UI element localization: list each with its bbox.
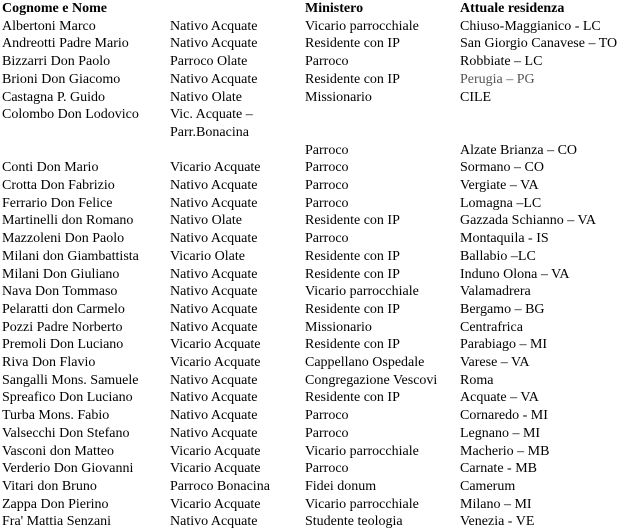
table-row [2, 443, 640, 461]
table-row [2, 283, 640, 301]
residence-cell: Alzate Brianza – CO [460, 142, 578, 158]
origin-cell: Nativo Acquate [170, 319, 258, 335]
name-cell: Conti Don Mario [2, 160, 99, 176]
name-cell: Ferrario Don Felice [2, 195, 113, 211]
ministry-cell: Parroco [305, 195, 349, 211]
ministry-cell: Vicario parrocchiale [305, 284, 419, 300]
origin-cell: Vicario Acquate [170, 337, 261, 353]
residence-cell: Bergamo – BG [460, 301, 545, 317]
ministry-cell: Residente con IP [305, 337, 400, 353]
ministry-cell: Studente teologia [305, 514, 403, 530]
table-row [2, 336, 640, 354]
name-cell: Spreafico Don Luciano [2, 390, 133, 406]
ministry-cell: Congregazione Vescovi [305, 372, 438, 388]
header-name: Cognome e Nome [2, 1, 107, 16]
table-row [2, 18, 640, 36]
residence-cell: Camerum [460, 478, 516, 494]
origin-cell: Nativo Olate [170, 213, 242, 229]
origin-cell: Parroco Bonacina [170, 478, 270, 494]
name-cell: Verderio Don Giovanni [2, 461, 134, 477]
table-row [2, 460, 640, 478]
ministry-cell: Parroco [305, 178, 349, 194]
residence-cell: Roma [460, 372, 494, 388]
ministry-cell: Vicario parrocchiale [305, 443, 419, 459]
table-row [2, 389, 640, 407]
ministry-cell: Residente con IP [305, 266, 400, 282]
residence-cell: San Giorgio Canavese – TO [460, 36, 618, 52]
name-cell: Bizzarri Don Paolo [2, 54, 111, 70]
residence-cell: Montaquila - IS [460, 231, 549, 247]
name-cell: Riva Don Flavio [2, 355, 96, 371]
origin-cell: Nativo Acquate [170, 178, 258, 194]
origin-cell: Vic. Acquate – Parr.Bonacina [170, 107, 253, 140]
table-row [2, 89, 640, 107]
ministry-cell: Residente con IP [305, 213, 400, 229]
origin-cell: Nativo Acquate [170, 18, 258, 34]
origin-cell: Nativo Acquate [170, 301, 258, 317]
table-row [2, 496, 640, 514]
name-cell: Colombo Don Lodovico [2, 107, 139, 123]
origin-cell: Nativo Acquate [170, 372, 258, 388]
table-row [2, 478, 640, 496]
name-cell: Andreotti Padre Mario [2, 36, 129, 52]
origin-cell: Nativo Acquate [170, 408, 258, 424]
residence-cell: Perugia – PG [460, 71, 535, 87]
origin-cell: Parroco Olate [170, 54, 248, 70]
residence-cell: Valamadrera [460, 284, 531, 300]
table-row [2, 212, 640, 230]
header-ministry: Ministero [305, 1, 364, 16]
name-cell: Brioni Don Giacomo [2, 71, 121, 87]
ministry-cell: Parroco [305, 160, 349, 176]
name-cell: Fra' Mattia Senzani [2, 514, 112, 530]
name-cell: Premoli Don Luciano [2, 337, 124, 353]
residence-cell: Centrafrica [460, 319, 523, 335]
name-cell: Pozzi Padre Norberto [2, 319, 123, 335]
name-cell: Valsecchi Don Stefano [2, 425, 130, 441]
name-cell: Crotta Don Fabrizio [2, 178, 115, 194]
table-row [2, 266, 640, 284]
residence-cell: Sormano – CO [460, 160, 544, 176]
table-row [2, 159, 640, 177]
origin-cell: Nativo Acquate [170, 284, 258, 300]
origin-cell: Vicario Acquate [170, 355, 261, 371]
ministry-cell: Residente con IP [305, 248, 400, 264]
name-cell: Vitari don Bruno [2, 478, 97, 494]
ministry-cell: Missionario [305, 319, 372, 335]
residence-cell: Legnano – MI [460, 425, 541, 441]
ministry-cell: Residente con IP [305, 71, 400, 87]
name-cell: Sangalli Mons. Samuele [2, 372, 139, 388]
table-row [2, 71, 640, 89]
residence-cell: Carnate - MB [460, 461, 537, 477]
table-row [2, 142, 640, 160]
table-row [2, 425, 640, 443]
residence-cell: Robbiate – LC [460, 54, 543, 70]
origin-cell: Vicario Olate [170, 248, 245, 264]
origin-cell: Vicario Acquate [170, 160, 261, 176]
residence-cell: Acquate – VA [460, 390, 539, 406]
table-row [2, 513, 640, 531]
table-row [2, 35, 640, 53]
name-cell: Albertoni Marco [2, 18, 96, 34]
residence-cell: CILE [460, 89, 492, 105]
header-origin [170, 0, 305, 18]
residence-cell: Milano – MI [460, 496, 532, 512]
ministry-cell: Parroco [305, 54, 349, 70]
table-row [2, 53, 640, 71]
residence-cell: Lomagna –LC [460, 195, 542, 211]
residence-cell: Induno Olona – VA [460, 266, 570, 282]
residence-cell [460, 106, 640, 141]
ministry-cell: Missionario [305, 89, 372, 105]
origin-cell: Nativo Acquate [170, 425, 258, 441]
residence-cell: Varese – VA [460, 355, 530, 371]
origin-cell: Nativo Olate [170, 89, 242, 105]
name-cell: Turba Mons. Fabio [2, 408, 110, 424]
origin-cell: Vicario Acquate [170, 443, 261, 459]
ministry-cell: Parroco [305, 408, 349, 424]
residence-cell: Ballabio –LC [460, 248, 536, 264]
header-row [2, 0, 640, 18]
name-cell: Pelaratti don Carmelo [2, 301, 125, 317]
residence-table [2, 0, 640, 531]
name-cell: Milani don Giambattista [2, 248, 139, 264]
ministry-cell: Residente con IP [305, 36, 400, 52]
origin-cell: Nativo Acquate [170, 231, 258, 247]
origin-cell: Nativo Acquate [170, 266, 258, 282]
origin-cell [170, 142, 305, 160]
table-row [2, 177, 640, 195]
origin-cell: Vicario Acquate [170, 496, 261, 512]
ministry-cell: Parroco [305, 231, 349, 247]
name-cell: Nava Don Tommaso [2, 284, 118, 300]
ministry-cell: Parroco [305, 142, 349, 158]
table-row [2, 407, 640, 425]
origin-cell: Vicario Acquate [170, 461, 261, 477]
origin-cell: Nativo Acquate [170, 195, 258, 211]
table-row [2, 106, 640, 141]
origin-cell: Nativo Acquate [170, 71, 258, 87]
table-row [2, 248, 640, 266]
residence-cell: Parabiago – MI [460, 337, 548, 353]
ministry-cell [305, 106, 460, 141]
ministry-cell: Vicario parrocchiale [305, 496, 419, 512]
ministry-cell: Residente con IP [305, 390, 400, 406]
ministry-cell: Residente con IP [305, 301, 400, 317]
name-cell: Vasconi don Matteo [2, 443, 114, 459]
header-residence: Attuale residenza [460, 1, 565, 16]
name-cell: Martinelli don Romano [2, 213, 134, 229]
name-cell: Mazzoleni Don Paolo [2, 231, 125, 247]
table-row [2, 230, 640, 248]
residence-cell: Macherio – MB [460, 443, 550, 459]
residence-cell: Vergiate – VA [460, 178, 539, 194]
origin-cell: Nativo Acquate [170, 36, 258, 52]
name-cell [2, 142, 170, 160]
name-cell: Milani Don Giuliano [2, 266, 120, 282]
ministry-cell: Parroco [305, 461, 349, 477]
name-cell: Zappa Don Pierino [2, 496, 109, 512]
ministry-cell: Cappellano Ospedale [305, 355, 425, 371]
ministry-cell: Parroco [305, 425, 349, 441]
origin-cell: Nativo Acquate [170, 514, 258, 530]
residence-cell: Venezia - VE [460, 514, 535, 530]
residence-cell: Chiuso-Maggianico - LC [460, 18, 601, 34]
table-row [2, 195, 640, 213]
table-row [2, 319, 640, 337]
ministry-cell: Vicario parrocchiale [305, 18, 419, 34]
origin-cell: Nativo Acquate [170, 390, 258, 406]
table-row [2, 354, 640, 372]
table-row [2, 301, 640, 319]
name-cell: Castagna P. Guido [2, 89, 106, 105]
ministry-cell: Fidei donum [305, 478, 377, 494]
table-row [2, 372, 640, 390]
residence-cell: Gazzada Schianno – VA [460, 213, 596, 229]
residence-cell: Cornaredo - MI [460, 408, 548, 424]
